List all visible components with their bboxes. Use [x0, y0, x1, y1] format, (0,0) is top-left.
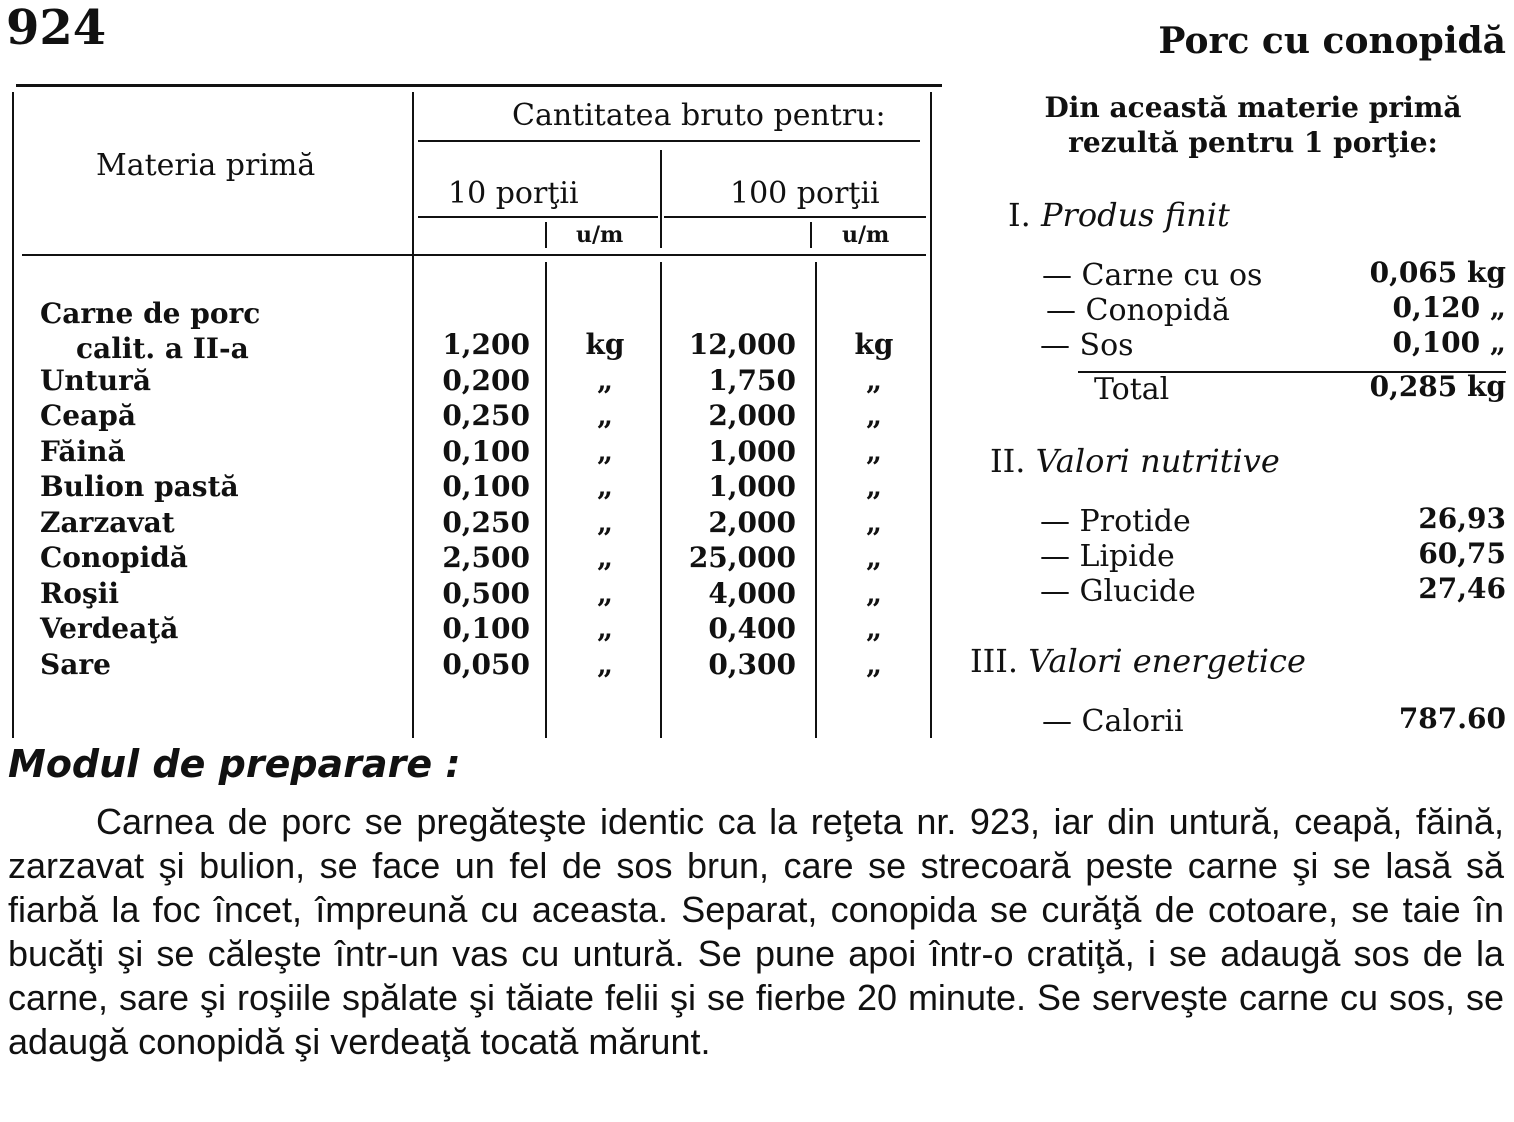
section-number: III. — [970, 642, 1019, 680]
nutrient-value: 60,75 — [1418, 537, 1506, 570]
ingredient-name: Verdeaţă — [40, 612, 179, 645]
unit-100: „ — [865, 577, 883, 610]
section-label: Valori nutritive — [1035, 442, 1280, 480]
unit-100: „ — [865, 506, 883, 539]
unit-10: „ — [596, 577, 614, 610]
ingredient-name: Bulion pastă — [40, 470, 239, 503]
energy-value: 787.60 — [1398, 702, 1506, 735]
qty-10: 0,100 — [442, 470, 530, 503]
qty-10: 2,500 — [442, 541, 530, 574]
qty-100: 1,000 — [708, 435, 796, 468]
header-materia-prima: Materia primă — [96, 148, 316, 183]
yield-item-label: — Carne cu os — [1042, 258, 1263, 293]
section-produs-finit — [1008, 196, 1230, 234]
unit-10: kg — [585, 328, 625, 361]
table-divider — [412, 92, 414, 738]
yield-intro-line: rezultă pentru 1 porţie: — [1068, 126, 1438, 159]
qty-10: 1,200 — [442, 328, 530, 361]
ingredient-name: Carne de porc — [40, 297, 261, 330]
qty-100: 2,000 — [708, 506, 796, 539]
table-divider — [815, 262, 817, 738]
qty-10: 0,200 — [442, 364, 530, 397]
table-rule — [418, 216, 658, 218]
qty-10: 0,100 — [442, 435, 530, 468]
header-um-10: u/m — [576, 222, 624, 248]
unit-10: „ — [596, 612, 614, 645]
yield-intro-line: Din această materie primă — [1044, 91, 1462, 124]
top-rule — [16, 84, 942, 87]
qty-100: 25,000 — [688, 541, 796, 574]
qty-100: 2,000 — [708, 399, 796, 432]
unit-10: „ — [596, 470, 614, 503]
recipe-title: Porc cu conopidă — [1158, 20, 1506, 62]
qty-10: 0,050 — [442, 648, 530, 681]
header-um-100: u/m — [842, 222, 890, 248]
qty-100: 1,750 — [708, 364, 796, 397]
unit-100: „ — [865, 364, 883, 397]
header-100-portii: 100 porţii — [730, 176, 880, 211]
total-label: Total — [1094, 372, 1170, 407]
qty-100: 0,400 — [708, 612, 796, 645]
ingredient-name: Zarzavat — [40, 506, 175, 539]
table-header-rule — [22, 254, 926, 256]
nutrient-value: 27,46 — [1418, 572, 1506, 605]
header-cantitatea: Cantitatea bruto pentru: — [512, 98, 886, 133]
yield-item-value: 0,100 „ — [1392, 326, 1506, 359]
total-value: 0,285 kg — [1369, 370, 1506, 403]
unit-100: kg — [854, 328, 894, 361]
section-label: Produs finit — [1040, 196, 1230, 234]
ingredient-name: Sare — [40, 648, 111, 681]
table-divider — [545, 262, 547, 738]
unit-100: „ — [865, 399, 883, 432]
qty-100: 1,000 — [708, 470, 796, 503]
section-valori-energetice — [970, 642, 1306, 680]
recipe-number: 924 — [6, 0, 107, 56]
qty-10: 0,500 — [442, 577, 530, 610]
table-divider — [660, 262, 662, 738]
ingredient-name: Untură — [40, 364, 151, 397]
preparation-text: Carnea de porc se pregăteşte identic ca la reţeta nr. 923, iar din untură, ceapă, făină, zarzavat şi bulion, se face un fel de sos brun, care se strecoară peste carne şi se lasă să fiarbă la foc încet, împreună cu aceasta. Separat, conopida se curăţă de cotoare, se taie în bucăţi şi se căleşte într-un vas cu untură. Se pune apoi într-o cratiţă, i se adaugă sos de la carne, sare şi roşiile spălate şi tăiate felii şi se fierbe 20 minute. Se serveşte carne cu sos, se adaugă conopidă şi verdeaţă tocată mărunt. — [8, 801, 1504, 1062]
ingredient-name: Conopidă — [40, 541, 188, 574]
table-rule — [418, 140, 920, 142]
unit-10: „ — [596, 648, 614, 681]
yield-item-value: 0,120 „ — [1392, 291, 1506, 324]
table-right-border — [930, 92, 932, 738]
unit-100: „ — [865, 541, 883, 574]
table-divider — [545, 222, 547, 248]
unit-10: „ — [596, 506, 614, 539]
table-divider — [810, 222, 812, 248]
unit-100: „ — [865, 648, 883, 681]
unit-100: „ — [865, 435, 883, 468]
yield-item-label: — Conopidă — [1046, 293, 1230, 328]
section-number: I. — [1008, 196, 1031, 234]
qty-100: 0,300 — [708, 648, 796, 681]
table-rule — [664, 216, 926, 218]
qty-10: 0,100 — [442, 612, 530, 645]
nutrient-label: — Lipide — [1040, 539, 1175, 574]
ingredient-name: Făină — [40, 435, 126, 468]
nutrient-value: 26,93 — [1418, 502, 1506, 535]
section-number: II. — [990, 442, 1026, 480]
nutrient-label: — Glucide — [1040, 574, 1196, 609]
yield-item-label: — Sos — [1040, 328, 1134, 363]
ingredient-name-cont: calit. a II-a — [76, 332, 249, 365]
yield-item-value: 0,065 kg — [1369, 256, 1506, 289]
section-label: Valori energetice — [1028, 642, 1306, 680]
unit-100: „ — [865, 612, 883, 645]
energy-label: — Calorii — [1042, 704, 1184, 739]
unit-10: „ — [596, 399, 614, 432]
unit-10: „ — [596, 435, 614, 468]
preparation-title: Modul de preparare : — [8, 742, 461, 786]
ingredient-name: Roşii — [40, 577, 119, 610]
qty-10: 0,250 — [442, 399, 530, 432]
qty-100: 12,000 — [688, 328, 796, 361]
unit-10: „ — [596, 364, 614, 397]
yield-intro — [1000, 90, 1506, 160]
table-left-border — [12, 92, 14, 738]
nutrient-label: — Protide — [1040, 504, 1191, 539]
section-valori-nutritive — [990, 442, 1280, 480]
qty-10: 0,250 — [442, 506, 530, 539]
table-divider — [660, 150, 662, 248]
unit-100: „ — [865, 470, 883, 503]
qty-100: 4,000 — [708, 577, 796, 610]
header-10-portii: 10 porţii — [448, 176, 579, 211]
ingredient-name: Ceapă — [40, 399, 136, 432]
unit-10: „ — [596, 541, 614, 574]
